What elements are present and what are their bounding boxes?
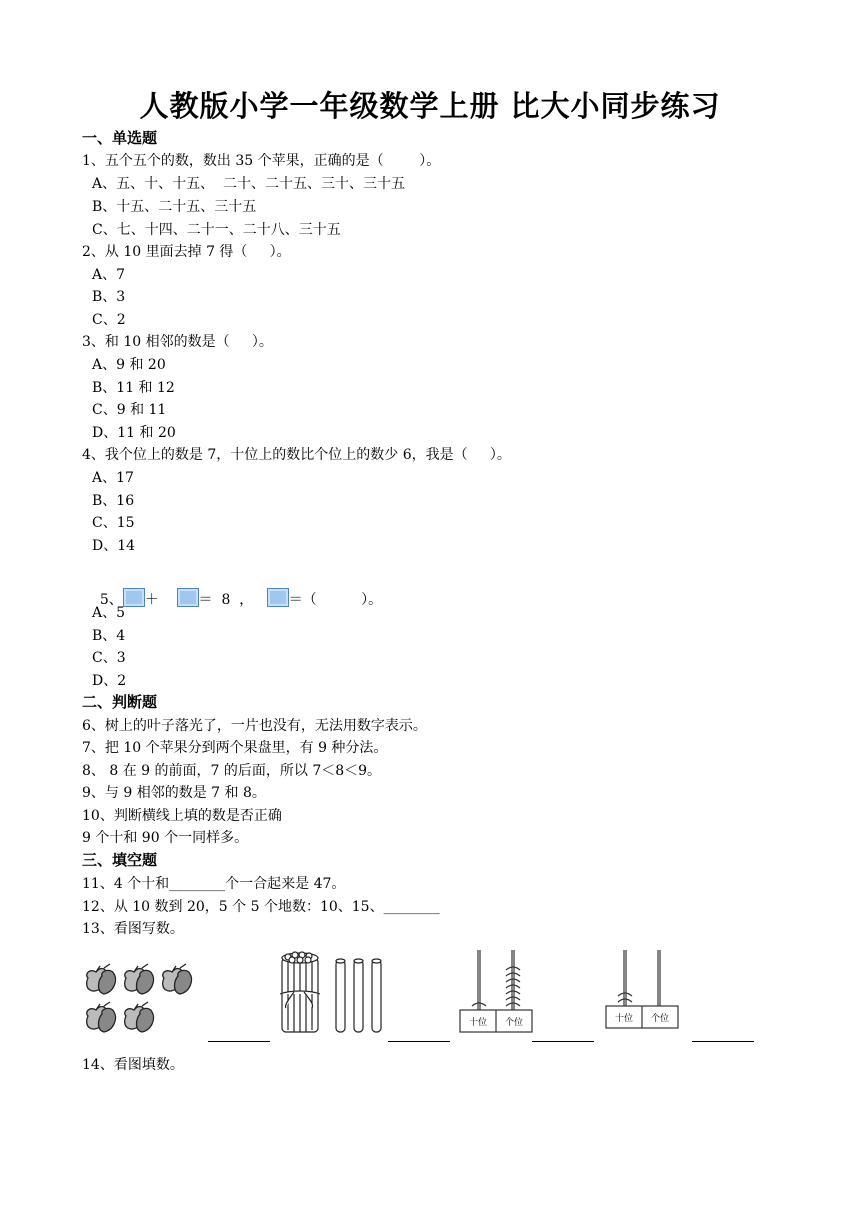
abacus-tens-label: 十位 xyxy=(614,1014,634,1024)
answer-blank-3[interactable] xyxy=(532,1040,594,1042)
question-6: 6、树上的叶子落光了，一片也没有，无法用数字表示。 xyxy=(82,718,427,734)
question-1-option-b[interactable]: B、十五、二十五、三十五 xyxy=(92,199,257,215)
question-2-option-b[interactable]: B、3 xyxy=(92,289,126,305)
section-heading-true-false: 二、判断题 xyxy=(82,693,158,711)
question-4-stem: 4、我个位上的数是 7，十位上的数比个位上的数少 6，我是（ ）。 xyxy=(82,447,511,463)
stick-bundle-icon xyxy=(280,952,320,1032)
question-14-stem: 14、看图填数。 xyxy=(82,1057,184,1073)
question-1-stem: 1、五个五个的数，数出 35 个苹果，正确的是（ ）。 xyxy=(82,153,441,169)
abacus-ones-label: 个位 xyxy=(650,1014,670,1024)
question-1-option-a[interactable]: A、五、十、十五、 二十、二十五、三十、三十五 xyxy=(92,176,406,192)
question-13-stem: 13、看图写数。 xyxy=(82,921,184,937)
abacus-bead-icon xyxy=(472,1003,486,1006)
question-4-option-d[interactable]: D、14 xyxy=(92,538,136,554)
question-2-option-c[interactable]: C、2 xyxy=(92,312,126,328)
question-3-option-c[interactable]: C、9 和 11 xyxy=(92,402,167,418)
question-3-option-b[interactable]: B、11 和 12 xyxy=(92,380,175,396)
abacus-picture-2 xyxy=(604,946,680,1036)
single-stick-icon xyxy=(336,959,381,1032)
question-5-plus: ＋ xyxy=(144,592,159,608)
question-5-equals-eight: ＝ 8 ， xyxy=(198,592,254,608)
question-12: 12、从 10 数到 20，5 个 5 个地数：10、15、________ xyxy=(82,899,440,915)
answer-blank-2[interactable] xyxy=(388,1040,450,1042)
question-3-stem: 3、和 10 相邻的数是（ ）。 xyxy=(82,334,273,350)
question-7: 7、把 10 个苹果分到两个果盘里，有 9 种分法。 xyxy=(82,740,388,756)
abacus-picture-1 xyxy=(458,946,534,1036)
section-heading-single-choice: 一、单选题 xyxy=(82,129,158,147)
question-2-stem: 2、从 10 里面去掉 7 得（ ）。 xyxy=(82,244,291,260)
question-4-option-b[interactable]: B、16 xyxy=(92,493,135,509)
blue-square-icon xyxy=(267,588,289,607)
question-4-option-a[interactable]: A、17 xyxy=(92,470,134,486)
question-10-statement: 9 个十和 90 个一同样多。 xyxy=(82,830,249,846)
page-title: 人教版小学一年级数学上册 比大小同步练习 xyxy=(139,89,721,123)
abacus-ones-label: 个位 xyxy=(504,1018,524,1028)
blue-square-icon xyxy=(123,588,145,607)
abacus-tens-label: 十位 xyxy=(468,1018,488,1028)
question-9: 9、与 9 相邻的数是 7 和 8。 xyxy=(82,785,266,801)
question-8: 8、 8 在 9 的前面，7 的后面，所以 7＜8＜9。 xyxy=(82,763,382,779)
question-10-stem: 10、判断横线上填的数是否正确 xyxy=(82,808,282,824)
section-heading-fill-blank: 三、填空题 xyxy=(82,851,158,869)
question-5-answer-blank: ＝（ ）。 xyxy=(288,592,383,608)
question-5-option-b[interactable]: B、4 xyxy=(92,628,126,644)
sticks-bundle-picture xyxy=(278,950,388,1036)
answer-blank-4[interactable] xyxy=(692,1040,754,1042)
blue-square-icon xyxy=(177,588,199,607)
question-5-option-a[interactable]: A、5 xyxy=(92,605,126,621)
abacus-bead-icon xyxy=(618,993,632,1002)
question-5-option-d[interactable]: D、2 xyxy=(92,673,127,689)
question-1-option-c[interactable]: C、七、十四、二十一、二十八、三十五 xyxy=(92,222,341,238)
question-2-option-a[interactable]: A、7 xyxy=(92,267,126,283)
question-3-option-a[interactable]: A、9 和 20 xyxy=(92,357,166,373)
question-5-stem xyxy=(82,568,382,630)
question-3-option-d[interactable]: D、11 和 20 xyxy=(92,425,176,441)
peaches-picture xyxy=(82,962,198,1038)
question-11: 11、4 个十和________个一合起来是 47。 xyxy=(82,876,346,892)
answer-blank-1[interactable] xyxy=(208,1040,270,1042)
question-4-option-c[interactable]: C、15 xyxy=(92,515,135,531)
question-5-number: 5、 xyxy=(99,592,123,608)
question-5-option-c[interactable]: C、3 xyxy=(92,650,126,666)
peach-icon xyxy=(87,964,192,1032)
